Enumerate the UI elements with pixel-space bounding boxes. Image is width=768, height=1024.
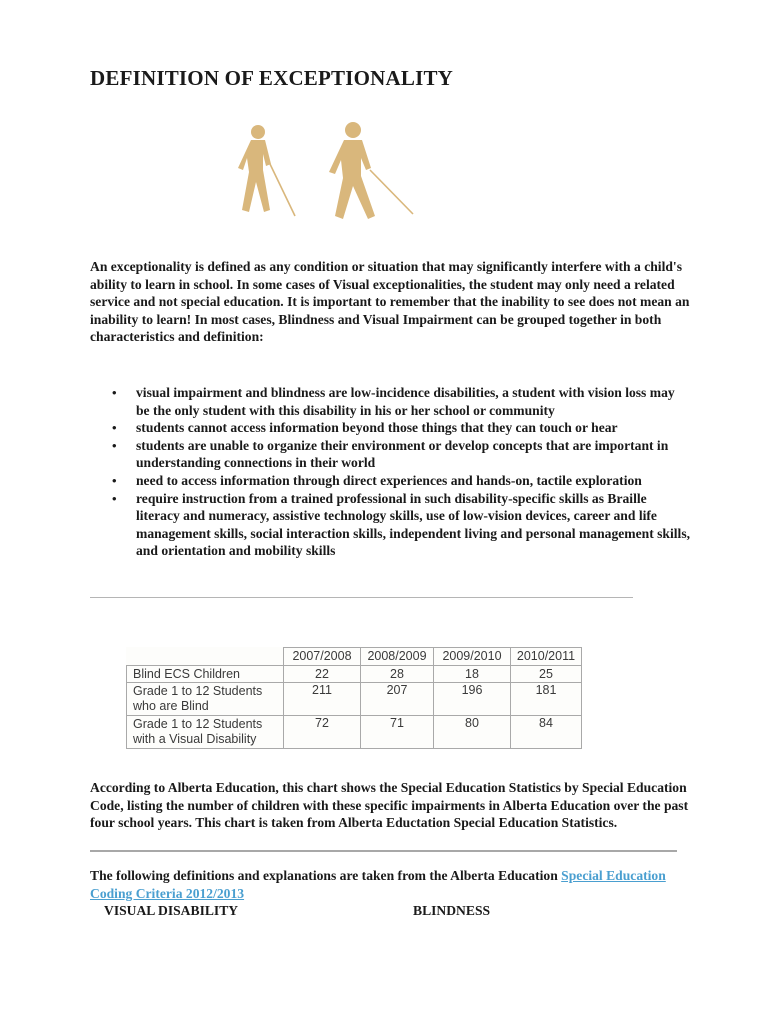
walking-with-cane-figures-icon bbox=[225, 118, 425, 224]
year-header: 2007/2008 bbox=[284, 648, 361, 666]
year-header: 2008/2009 bbox=[361, 648, 434, 666]
table-corner bbox=[127, 648, 284, 666]
table-cell: 207 bbox=[361, 683, 434, 716]
table-cell: 22 bbox=[284, 666, 361, 683]
table-row bbox=[127, 683, 582, 716]
table-row bbox=[127, 716, 582, 749]
table-cell: 84 bbox=[511, 716, 582, 749]
table-cell: 18 bbox=[434, 666, 511, 683]
source-paragraph bbox=[90, 867, 690, 902]
divider bbox=[90, 597, 633, 598]
table-cell: 196 bbox=[434, 683, 511, 716]
table-cell: 72 bbox=[284, 716, 361, 749]
table-cell: 28 bbox=[361, 666, 434, 683]
coding-criteria-link[interactable]: Special Education Coding Criteria 2012/2013 bbox=[90, 868, 666, 901]
table-cell: 25 bbox=[511, 666, 582, 683]
year-header: 2009/2010 bbox=[434, 648, 511, 666]
divider bbox=[90, 850, 677, 852]
table-cell: 80 bbox=[434, 716, 511, 749]
visual-disability-heading: VISUAL DISABILITY bbox=[104, 903, 239, 918]
list-item: • require instruction from a trained professional in such disability-specific skills as Braille literacy and numeracy, assistive technology skills, use of low-vision devices, career and life management skills, social interaction skills, independent living and personal management skills, and orientation and mobility skills bbox=[90, 490, 690, 560]
page-title: DEFINITION OF EXCEPTIONALITY bbox=[90, 66, 454, 90]
list-item: • need to access information through direct experiences and hands-on, tactile exploration bbox=[90, 472, 690, 490]
characteristics-list bbox=[90, 384, 690, 560]
row-label: Blind ECS Children bbox=[127, 666, 284, 683]
statistics-table bbox=[126, 647, 582, 749]
table-cell: 71 bbox=[361, 716, 434, 749]
row-label: Grade 1 to 12 Students with a Visual Disability bbox=[127, 716, 284, 749]
list-item: • students cannot access information beyond those things that they can touch or hear bbox=[90, 419, 690, 437]
table-row bbox=[127, 666, 582, 683]
year-header: 2010/2011 bbox=[511, 648, 582, 666]
blindness-heading: BLINDNESS bbox=[413, 903, 491, 918]
table-cell: 211 bbox=[284, 683, 361, 716]
list-item: • students are unable to organize their environment or develop concepts that are important in understanding connections in their world bbox=[90, 437, 690, 472]
source-text: The following definitions and explanations are taken from the Alberta Education bbox=[90, 868, 562, 883]
row-label: Grade 1 to 12 Students who are Blind bbox=[127, 683, 284, 716]
table-cell: 181 bbox=[511, 683, 582, 716]
intro-paragraph: An exceptionality is defined as any condition or situation that may significantly interfere with a child's ability to learn in school. In some cases of Visual exceptionalities, the student may only need a related service and not special education. It is important to remember that the inability to see does not mean an inability to learn! In most cases, Blindness and Visual Impairment can be grouped together in both characteristics and definition: bbox=[90, 259, 690, 345]
table-header-row bbox=[127, 648, 582, 666]
list-item: • visual impairment and blindness are low-incidence disabilities, a student with vision loss may be the only student with this disability in his or her school or community bbox=[90, 384, 690, 419]
table-caption: According to Alberta Education, this chart shows the Special Education Statistics by Special Education Code, listing the number of children with these specific impairments in Alberta Education over the past four school years. This chart is taken from Alberta Eductation Special Education Statistics. bbox=[90, 780, 689, 831]
